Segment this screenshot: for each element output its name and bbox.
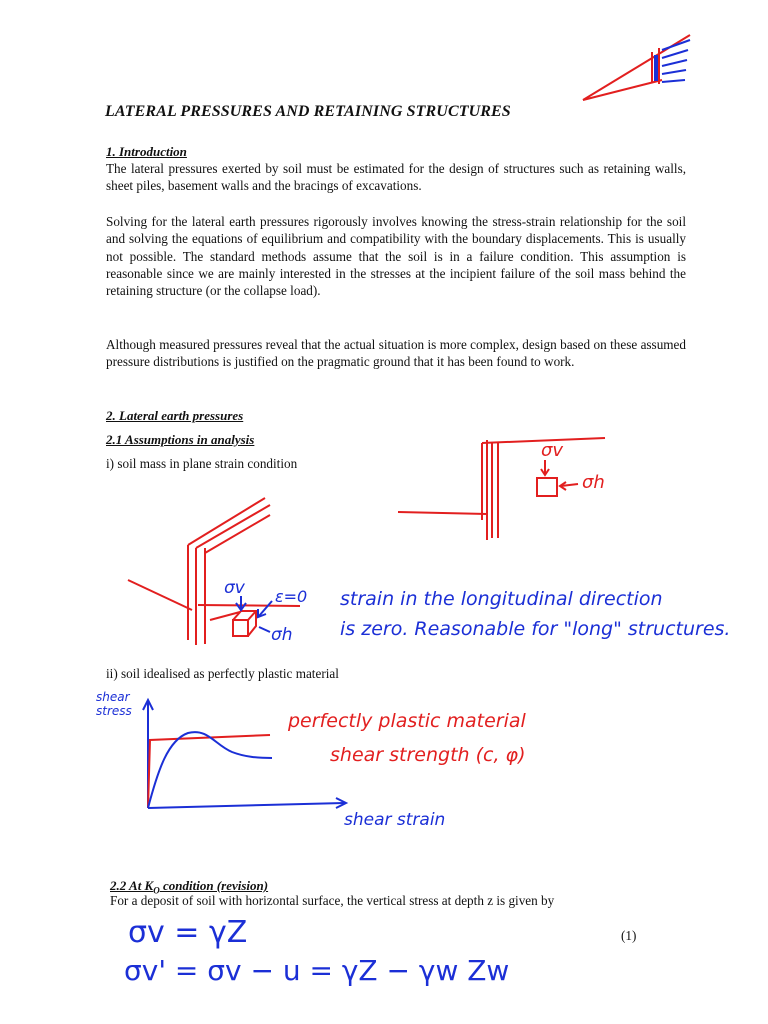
wall-section-sketch	[398, 438, 605, 540]
equation-effective-stress: σv' = σv − u = γZ − γw Zw	[124, 954, 510, 987]
sigma-h-label-2d: σh	[582, 472, 605, 493]
paragraph-3: Although measured pressures reveal that the actual situation is more complex, design based on these assumed pressure distributions is justified on the pragmatic ground that it has been found to work.	[106, 337, 686, 370]
shear-stress-axis-label: shear stress	[96, 690, 132, 718]
k0-intro-text: For a deposit of soil with horizontal surface, the vertical stress at depth z is given by	[110, 893, 555, 908]
corner-wall-hatch	[662, 40, 690, 82]
sigma-h-label-3d: σh	[271, 625, 293, 645]
shear-strength-label: shear strength (c, φ)	[330, 744, 526, 766]
shear-strain-axis-label: shear strain	[344, 810, 446, 830]
k0-heading-suffix: condition (revision)	[159, 878, 269, 893]
k0-heading-prefix: 2.2 At K	[110, 878, 154, 893]
subheading-assumptions: 2.1 Assumptions in analysis	[106, 432, 255, 447]
equation-number: (1)	[621, 928, 637, 943]
section-heading-lateral-earth-pressures: 2. Lateral earth pressures	[106, 408, 244, 423]
assumption-perfectly-plastic: ii) soil idealised as perfectly plastic material	[106, 666, 339, 681]
perfectly-plastic-curve	[148, 735, 270, 808]
k0-heading-subscript: O	[153, 885, 160, 896]
document-title: LATERAL PRESSURES AND RETAINING STRUCTURES	[105, 103, 511, 120]
sigma-v-label-3d: σv	[224, 578, 245, 598]
stress-element-2d	[537, 460, 578, 496]
perfectly-plastic-label: perfectly plastic material	[288, 710, 526, 732]
paragraph-2: Solving for the lateral earth pressures rigorously involves knowing the stress-strain relationship for the soil and solving the equations of equilibrium and compatibility with the boundary displacements. This is usually not possible. The standard methods assume that the soil is in a failure condition. This assumption is reasonable since we are mainly interested in the stresses at the incipient failure of the soil mass behind the retaining structure (or the collapse load).	[106, 214, 686, 299]
section-heading-introduction: 1. Introduction	[106, 144, 187, 159]
corner-wall-fill	[654, 55, 658, 81]
paragraph-1: The lateral pressures exerted by soil must be estimated for the design of structures such as retaining walls, sheet piles, basement walls and the bracings of excavations.	[106, 161, 686, 194]
plane-strain-note-line-1: strain in the longitudinal direction	[340, 588, 663, 610]
wall-3d-sketch	[128, 498, 300, 645]
cube-element	[233, 611, 256, 636]
assumption-plane-strain: i) soil mass in plane strain condition	[106, 456, 298, 471]
real-soil-curve	[148, 732, 272, 808]
epsilon-zero-label: ε=0	[275, 587, 308, 606]
sigma-v-label-2d: σv	[541, 440, 564, 461]
equation-vertical-stress: σv = γZ	[128, 915, 248, 950]
plane-strain-note-line-2: is zero. Reasonable for "long" structures.	[340, 618, 731, 640]
